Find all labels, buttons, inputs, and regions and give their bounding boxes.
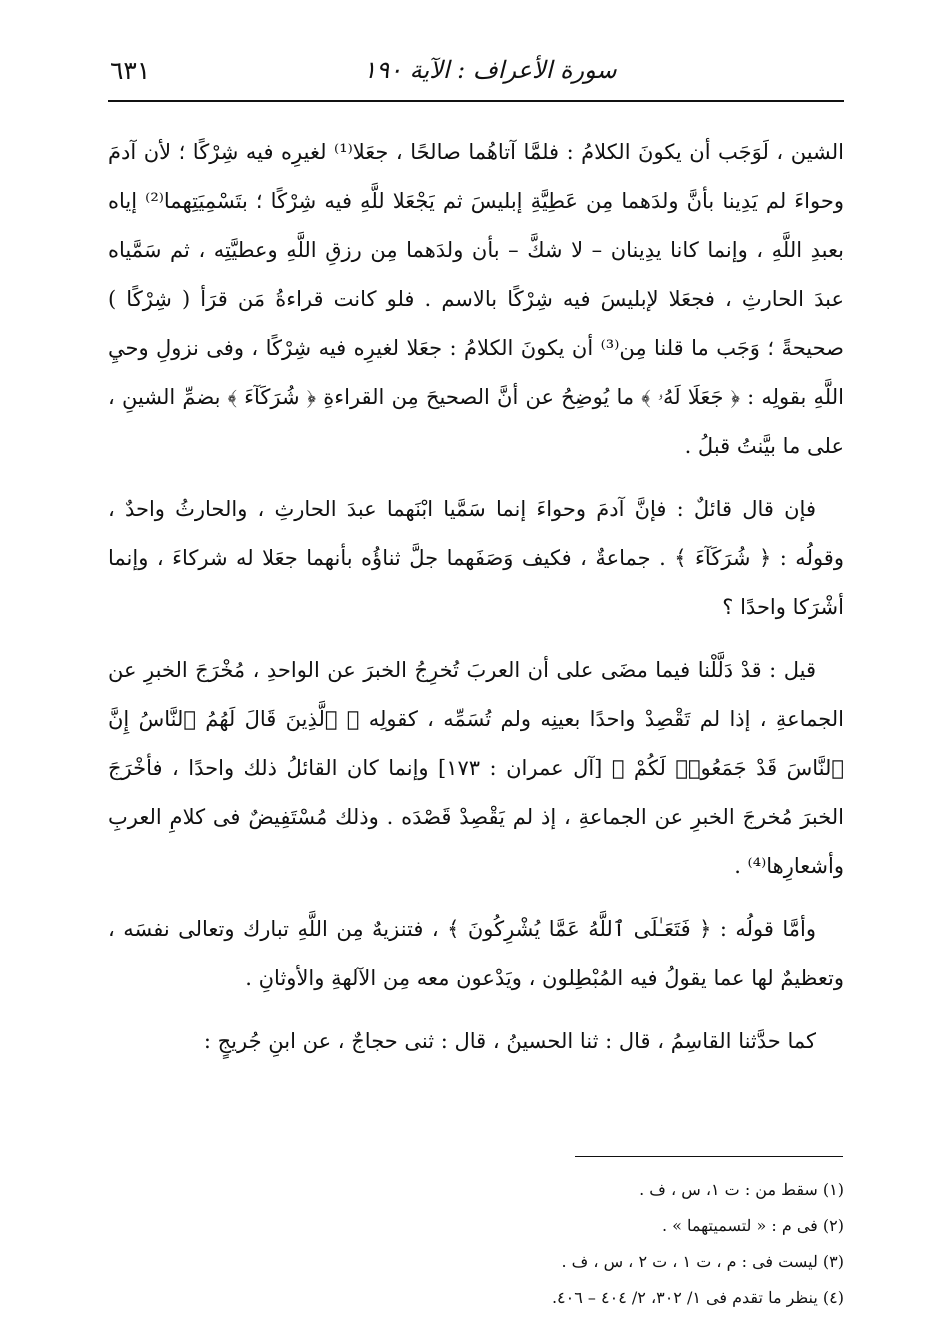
- paragraph-2: فإن قال قائلٌ : فإنَّ آدمَ وحواءَ إنما سَمَّيا ابْنَهما عبدَ الحارثِ ، والحارثُ واحدٌ ، وقولُه : ﴿ شُرَكَآءَ ﴾ . جماعةٌ ، فكيف وَصَفَهما جلَّ ثناؤُه بأنهما جعَلا له شركاءَ ، وإنما أشْرَكا واحدًا ؟: [108, 497, 844, 619]
- footnote-rule: [575, 1156, 843, 1157]
- paragraph-5: كما حدَّثنا القاسِمُ ، قال : ثنا الحسينُ ، قال : ثنى حجاجٌ ، عن ابنِ جُريجٍ :: [203, 1029, 816, 1053]
- footnotes: [108, 1172, 844, 1316]
- page-number: ٦٣١: [110, 56, 151, 85]
- footnote-4: (٤) ينظر ما تقدم فى ١/ ٣٠٢، ٢/ ٤٠٤ – ٤٠٦.: [551, 1288, 844, 1307]
- header-rule: [108, 100, 844, 102]
- footnote-3: (٣) ليست فى : م ، ت ١ ، ت ٢ ، س ، ف .: [561, 1252, 844, 1271]
- paragraph-4: وأمَّا قولُه : ﴿ فَتَعَـٰلَى ٱللَّهُ عَمَّا يُشْرِكُونَ ﴾ ، فتنزيهٌ مِن اللَّهِ تبارك وتعالى نفسَه ، وتعظيمٌ لها عما يقولُ فيه المُبْطِلون ، ويَدْعون معه مِن الآلهةِ والأوثانِ .: [108, 917, 844, 990]
- footnote-1: (١) سقط من : ت ١، س ، ف .: [639, 1180, 844, 1199]
- paragraph-1: الشين ، لَوَجَب أن يكونَ الكلامُ : فلمَّا آتاهُما صالحًا ، جعَلا⁽¹⁾ لغيرِه فيه شِرْكًا ؛ لأن آدمَ وحواءَ لم يَدِينا بأنَّ ولدَهما مِن عَطِيَّةِ إبليسَ ثم يَجْعَلا للَّهِ فيه شِرْكًا ؛ بتَسْمِيَتِهما⁽²⁾ إياه بعبدِ اللَّهِ ، وإنما كانا يدِينان – لا شكَّ – بأن ولدَهما مِن رزقِ اللَّهِ وعطيَّتِه ، ثم سَمَّياه عبدَ الحارثِ ، فجعَلا لإبليسَ فيه شِرْكًا بالاسم . فلو كانت قراءةُ مَن قرَأ ( شِرْكًا ) صحيحةً ؛ وَجَب ما قلنا مِن⁽³⁾ أن يكونَ الكلامُ : جعَلا لغيرِه فيه شِرْكًا ، وفى نزولِ وحيِ اللَّهِ بقولِه : ﴿ جَعَلَا لَهُۥ ﴾ ما يُوضِحُ عن أنَّ الصحيحَ مِن القراءةِ ﴿ شُرَكَآءَ ﴾ بضمِّ الشينِ ، على ما بيَّنتُ قبلُ .: [108, 140, 844, 458]
- main-text: [108, 128, 844, 1080]
- footnote-2: (٢) فى م : « لتسميتهما » .: [661, 1216, 844, 1235]
- paragraph-3: قيل : قدْ دَلَّلْنا فيما مضَى على أن العربَ تُخرِجُ الخبرَ عن الواحدِ ، مُخْرَجَ الخبرِ عن الجماعةِ ، إذا لم تَقْصِدْ واحدًا بعينِه ولم تُسَمِّه ، كقولِه ﴿ ٱلَّذِينَ قَالَ لَهُمُ ٱلنَّاسُ إِنَّ ٱلنَّاسَ قَدْ جَمَعُوا۟ لَكُمْ ﴾ [آل عمران : ١٧٣] وإنما كان القائلُ ذلك واحدًا ، فأخْرَجَ الخبرَ مُخرجَ الخبرِ عن الجماعةِ ، إذ لم يَقْصِدْ قَصْدَه . وذلك مُسْتَفِيضٌ فى كلامِ العربِ وأشعارِها⁽⁴⁾ .: [108, 658, 845, 878]
- page-header: [110, 52, 840, 96]
- running-head: سورة الأعراف : الآية ١٩٠: [363, 56, 617, 84]
